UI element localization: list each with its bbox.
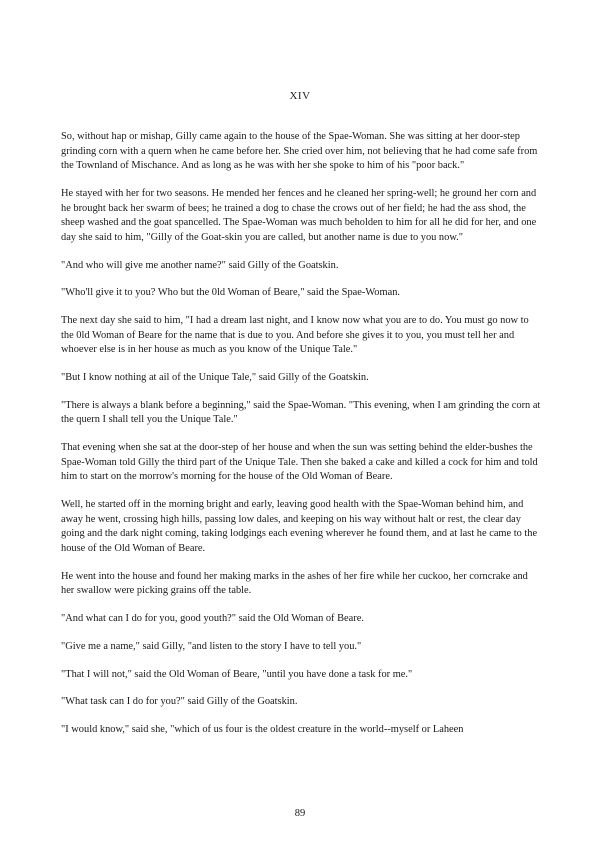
paragraph: "That I will not," said the Old Woman of Beare, "until you have done a task for me." — [61, 668, 413, 680]
paragraph: "I would know," said she, "which of us four is the oldest creature in the world--myself or Laheen — [61, 724, 464, 736]
paragraph: The next day she said to him, "I had a dream last night, and I know now what you are to do. You must go now to the 0ld Woman of Beare for the name that is due to you. And before she gives it to you, you must tell her and whoever else is in her house as much as you know of the Unique Tale." — [61, 315, 529, 356]
paragraph: "What task can I do for you?" said Gilly of the Goatskin. — [61, 696, 298, 708]
paragraph: "But I know nothing at ail of the Unique Tale," said Gilly of the Goatskin. — [61, 372, 369, 384]
page-number: 89 — [294, 808, 306, 819]
paragraph: "There is always a blank before a beginning," said the Spae-Woman. "This evening, when I am grinding the corn at the quern I shall tell you the Unique Tale." — [61, 399, 541, 426]
chapter-heading: XIV — [289, 90, 311, 102]
paragraph: He went into the house and found her making marks in the ashes of her fire while her cuckoo, her corncrake and her swallow were picking grains off the table. — [61, 570, 528, 597]
paragraph: "And who will give me another name?" said Gilly of the Goatskin. — [61, 259, 339, 271]
paragraph: Well, he started off in the morning bright and early, leaving good health with the Spae-Woman behind him, and away he went, crossing high hills, passing low dales, and keeping on his way without halt or rest, the clear day going and the dark night coming, taking lodgings each evening wherever he found them, and at last he came to the house of the Old Woman of Beare. — [61, 499, 538, 554]
body-text — [61, 130, 541, 751]
paragraph: "And what can I do for you, good youth?" said the Old Woman of Beare. — [61, 613, 364, 625]
paragraph: That evening when she sat at the door-step of her house and when the sun was setting behind the elder-bushes the Spae-Woman told Gilly the third part of the Unique Tale. Then she baked a cake and killed a cock for him and told him to start on the morrow's morning for the house of the Old Woman of Beare. — [61, 442, 538, 483]
paragraph: He stayed with her for two seasons. He mended her fences and he cleaned her spring-well; he ground her corn and he brought back her swarm of bees; he trained a dog to chase the crows out of her field; he had the ass shod, the sheep washed and the goat spancelled. The Spae-Woman was much beholden to him for all he did for her, and one day she said to him, "Gilly of the Goat-skin you are called, but another name is due to you now." — [61, 187, 537, 243]
paragraph: "Give me a name," said Gilly, "and listen to the story I have to tell you." — [61, 640, 362, 652]
paragraph: "Who'll give it to you? Who but the 0ld Woman of Beare," said the Spae-Woman. — [61, 287, 400, 299]
paragraph: So, without hap or mishap, Gilly came again to the house of the Spae-Woman. She was sitting at her door-step grinding corn with a quern when he came before her. She cried over him, not believing that he had come safe from the Townland of Mischance. And as long as he was with her she spoke to him of his "poor back." — [61, 131, 538, 172]
